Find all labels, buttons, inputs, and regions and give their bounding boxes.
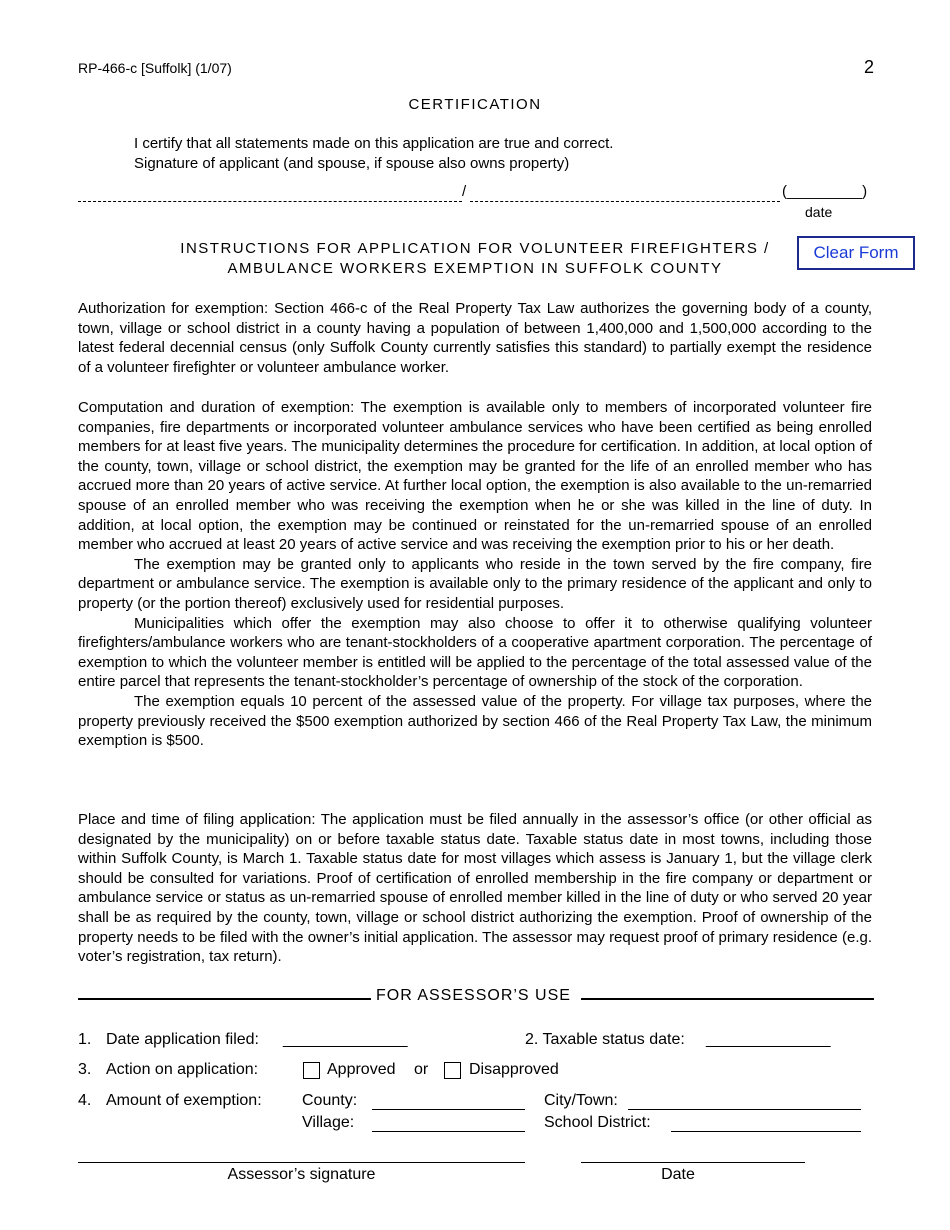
taxable-status-date-label: 2. Taxable status date:	[525, 1031, 685, 1048]
item1-number: 1.	[78, 1031, 92, 1048]
city-town-amount-field[interactable]	[628, 1109, 861, 1110]
computation-paragraph-4: The exemption equals 10 percent of the assessed value of the property. For village tax purposes, where the property previously received the $500 exemption authorized by section 466 of the Real Property Tax Law, the minimum exemption is $500.	[78, 692, 872, 750]
certification-title: CERTIFICATION	[408, 96, 542, 113]
computation-paragraph-2: The exemption may be granted only to applicants who reside in the town served by the fire company, fire department or ambulance service. The exemption is available only to the primary residence of the applicant and only to property (or the portion thereof) exclusively used for residential purposes.	[78, 555, 872, 612]
approved-label: Approved	[327, 1061, 396, 1078]
signature-instruction: Signature of applicant (and spouse, if spouse also owns property)	[134, 155, 570, 172]
assessor-use-header	[78, 985, 874, 1009]
signature-date-field[interactable]: (_________)	[782, 183, 868, 200]
school-district-label: School District:	[544, 1114, 651, 1131]
city-town-label: City/Town:	[544, 1092, 618, 1109]
or-label: or	[414, 1061, 429, 1078]
assessor-use-heading: FOR ASSESSOR’S USE	[376, 987, 571, 1004]
signature-separator: /	[462, 183, 467, 200]
assessor-signature-label: Assessor’s signature	[227, 1166, 376, 1183]
header-rule-left	[78, 998, 371, 1000]
clear-form-button[interactable]: Clear Form	[797, 236, 915, 270]
computation-section	[78, 398, 872, 751]
taxable-status-date-field[interactable]: ______________	[706, 1031, 831, 1048]
assessor-signature-line[interactable]	[78, 1162, 525, 1163]
spouse-signature-line[interactable]	[470, 201, 780, 202]
assessor-date-line[interactable]	[581, 1162, 805, 1163]
item3-number: 3.	[78, 1061, 92, 1078]
signature-row	[78, 183, 878, 203]
computation-paragraph-1: Computation and duration of exemption: The exemption is available only to members of incorporated volunteer fire companies, fire departments or incorporated volunteer ambulance services who have been certified as being enrolled members for at least five years. The municipality determines the procedure for certification. In addition, at local option of the county, town, village or school district, the exemption may be granted for the life of an enrolled member who has accrued more than 20 years of active service. At further local option, the exemption is also available to the un-remarried spouse of an enrolled member who was receiving the exemption when he or she was killed in the line of duty. In addition, at local option, the exemption may be continued or reinstated for the un-remarried spouse of an enrolled member who accrued at least 20 years of active service and was receiving the exemption prior to his or her death.	[78, 399, 872, 554]
village-label: Village:	[302, 1114, 355, 1131]
disapproved-checkbox[interactable]	[444, 1062, 461, 1079]
school-district-amount-field[interactable]	[671, 1131, 861, 1132]
approved-checkbox[interactable]	[303, 1062, 320, 1079]
computation-paragraph-3: Municipalities which offer the exemption may also choose to offer it to otherwise qualifying volunteer firefighters/ambulance workers who are tenant-stockholders of a cooperative apartment corporation. The percentage of exemption to which the volunteer member is entitled will be applied to the percentage of the total assessed value of the entire parcel that represents the tenant-stockholder’s percentage of ownership of the stock of the corporation.	[78, 614, 872, 691]
item4-number: 4.	[78, 1092, 92, 1109]
filing-section	[78, 810, 872, 967]
applicant-signature-line[interactable]	[78, 201, 462, 202]
form-id: RP-466-c [Suffolk] (1/07)	[78, 60, 232, 76]
action-label: Action on application:	[106, 1061, 259, 1078]
filing-paragraph: Place and time of filing application: The application must be filed annually in the assessor’s office (or other official as designated by the municipality) on or before taxable status date. Taxable status date in most towns, including those within Suffolk County, is March 1. Taxable status date for most villages which assess is January 1, but the village clerk should be consulted for variations. Proof of certification of enrolled membership in the fire company or department or ambulance service or status as un-remarried spouse of enrolled member killed in the line of duty or who served 20 year shall be as required by the county, town, village or school district authorizing the exemption. Proof of ownership of the property needs to be filed with the owner’s initial application. The assessor may request proof of primary residence (e.g. voter’s registration, tax return).	[78, 811, 872, 966]
county-label: County:	[302, 1092, 358, 1109]
authorization-paragraph: Authorization for exemption: Section 466-c of the Real Property Tax Law authorizes the governing body of a county, town, village or school district in a county having a population of between 1,400,000 and 1,500,000 according to the latest federal decennial census (only Suffolk County currently satisfies this standard) to partially exempt the residence of a volunteer firefighter or volunteer ambulance worker.	[78, 300, 872, 376]
county-amount-field[interactable]	[372, 1109, 525, 1110]
village-amount-field[interactable]	[372, 1131, 525, 1132]
amount-label: Amount of exemption:	[106, 1092, 262, 1109]
authorization-section	[78, 299, 872, 377]
instructions-title-line2: AMBULANCE WORKERS EXEMPTION IN SUFFOLK COUNTY	[227, 260, 723, 277]
disapproved-label: Disapproved	[469, 1061, 559, 1078]
page-number: 2	[864, 57, 875, 77]
instructions-title-line1: INSTRUCTIONS FOR APPLICATION FOR VOLUNTEER FIREFIGHTERS /	[180, 240, 770, 257]
assessor-date-label: Date	[661, 1166, 695, 1183]
signature-date-label: date	[805, 204, 833, 220]
date-filed-label: Date application filed:	[106, 1031, 259, 1048]
certification-statement: I certify that all statements made on this application are true and correct.	[134, 135, 614, 152]
header-rule-right	[581, 998, 874, 1000]
date-filed-field[interactable]: ______________	[283, 1031, 408, 1048]
